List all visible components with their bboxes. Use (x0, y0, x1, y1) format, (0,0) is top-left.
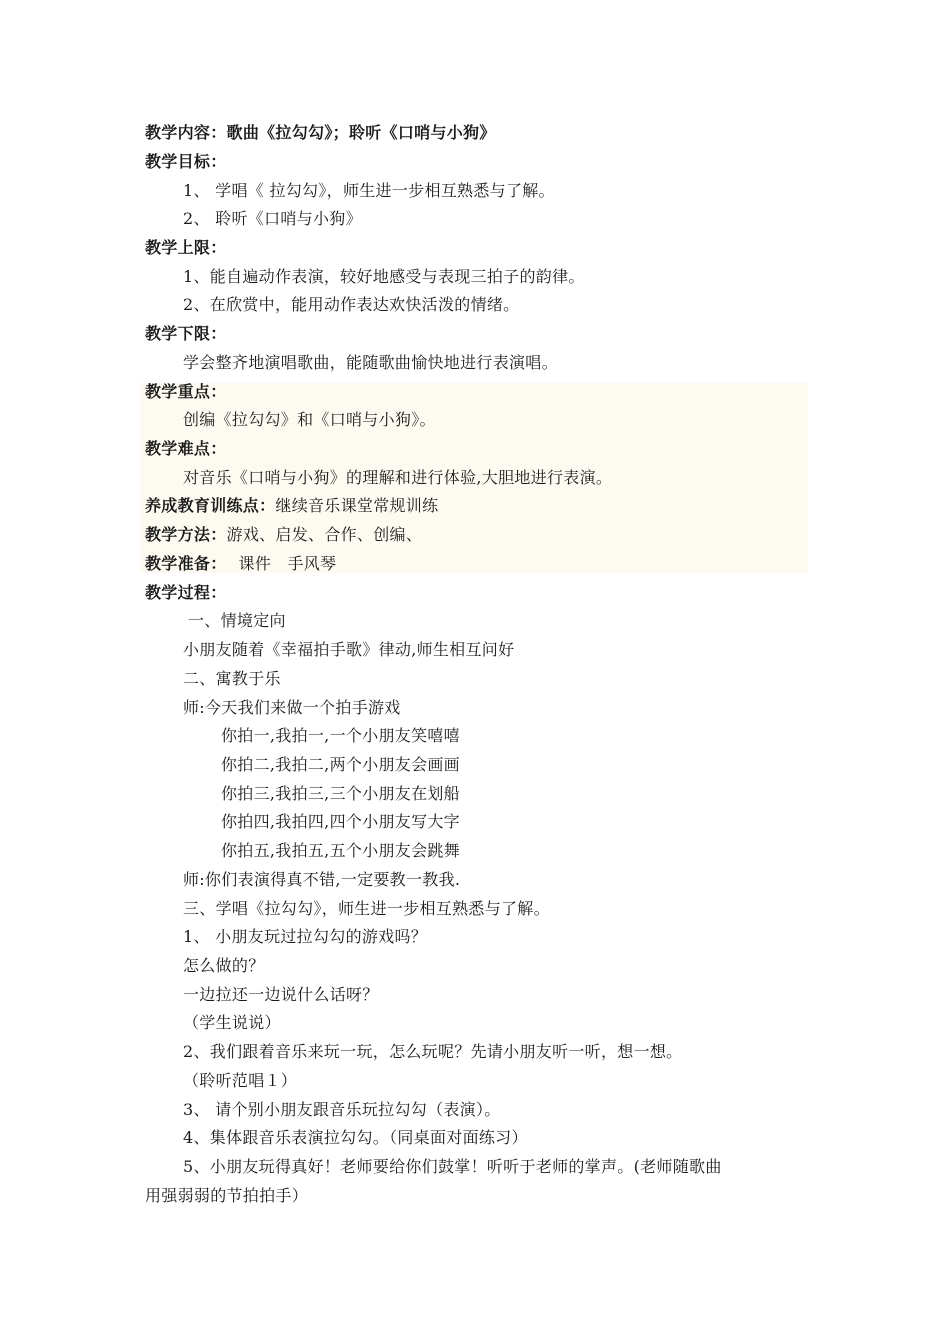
chant-line: 你拍五,我拍五,五个小朋友会跳舞 (221, 841, 460, 860)
key-points-heading: 教学重点： (145, 382, 227, 401)
prep-line (145, 550, 336, 578)
step-5-continuation: 用强弱弱的节拍拍手） (145, 1186, 309, 1205)
step-line: 4、集体跟音乐表演拉勾勾。（同桌面对面练习） (183, 1128, 528, 1147)
step-line: 1、 小朋友玩过拉勾勾的游戏吗？ (183, 927, 428, 946)
section-1-text: 小朋友随着《幸福拍手歌》律动,师生相互问好 (183, 640, 515, 659)
section-1-title: 一、情境定向 (188, 611, 286, 630)
chant-line: 你拍一,我拍一,一个小朋友笑嘻嘻 (221, 726, 460, 745)
section-3-title: 三、学唱《拉勾勾》，师生进一步相互熟悉与了解。 (183, 899, 550, 918)
step-line: 5、小朋友玩得真好！老师要给你们鼓掌！听听于老师的掌声。(老师随歌曲 (183, 1157, 722, 1176)
teacher-praise: 师:你们表演得真不错,一定要教一教我. (183, 870, 461, 889)
step-line: 怎么做的？ (183, 956, 265, 975)
content-label: 教学内容： (145, 123, 227, 142)
lower-limit-heading: 教学下限： (145, 324, 227, 343)
step-line: 一边拉还一边说什么话呀？ (183, 985, 379, 1004)
key-points-text: 创编《拉勾勾》和《口哨与小狗》。 (183, 410, 436, 429)
methods-line (145, 521, 422, 549)
methods-text: 游戏、启发、合作、创编、 (226, 525, 423, 544)
goals-heading: 教学目标： (145, 152, 227, 171)
step-line: 3、 请个别小朋友跟音乐玩拉勾勾（表演）。 (183, 1100, 501, 1119)
prep-text: 课件 手风琴 (238, 554, 337, 573)
training-text: 继续音乐课堂常规训练 (275, 496, 439, 515)
prep-label: 教学准备： (145, 554, 227, 573)
step-line: （学生说说） (183, 1013, 281, 1032)
upper-limit-item-2: 2、在欣赏中，能用动作表达欢快活泼的情绪。 (183, 295, 520, 314)
lower-limit-text: 学会整齐地演唱歌曲，能随歌曲愉快地进行表演唱。 (183, 353, 558, 372)
step-line: 2、我们跟着音乐来玩一玩，怎么玩呢？先请小朋友听一听，想一想。 (183, 1042, 683, 1061)
chant-line: 你拍二,我拍二,两个小朋友会画画 (221, 755, 460, 774)
step-line: （聆听范唱１） (183, 1071, 298, 1090)
chant-line: 你拍三,我拍三,三个小朋友在划船 (221, 784, 460, 803)
upper-limit-item-1: 1、能自遍动作表演，较好地感受与表现三拍子的韵律。 (183, 267, 585, 286)
training-line (145, 492, 438, 520)
teacher-intro: 师:今天我们来做一个拍手游戏 (183, 698, 401, 717)
section-2-title: 二、寓教于乐 (183, 669, 281, 688)
process-heading: 教学过程： (145, 583, 227, 602)
goal-item-2: 2、 聆听《口哨与小狗》 (183, 209, 362, 228)
content-text: 歌曲《拉勾勾》；聆听《口哨与小狗》 (226, 123, 496, 142)
training-label: 养成教育训练点： (145, 496, 276, 515)
content-line (145, 119, 496, 147)
methods-label: 教学方法： (145, 525, 227, 544)
chant-line: 你拍四,我拍四,四个小朋友写大字 (221, 812, 460, 831)
goal-item-1: 1、 学唱《 拉勾勾》，师生进一步相互熟悉与了解。 (183, 181, 555, 200)
difficulties-heading: 教学难点： (145, 439, 227, 458)
difficulties-text: 对音乐《口哨与小狗》的理解和进行体验,大胆地进行表演。 (183, 468, 613, 487)
upper-limit-heading: 教学上限： (145, 238, 227, 257)
